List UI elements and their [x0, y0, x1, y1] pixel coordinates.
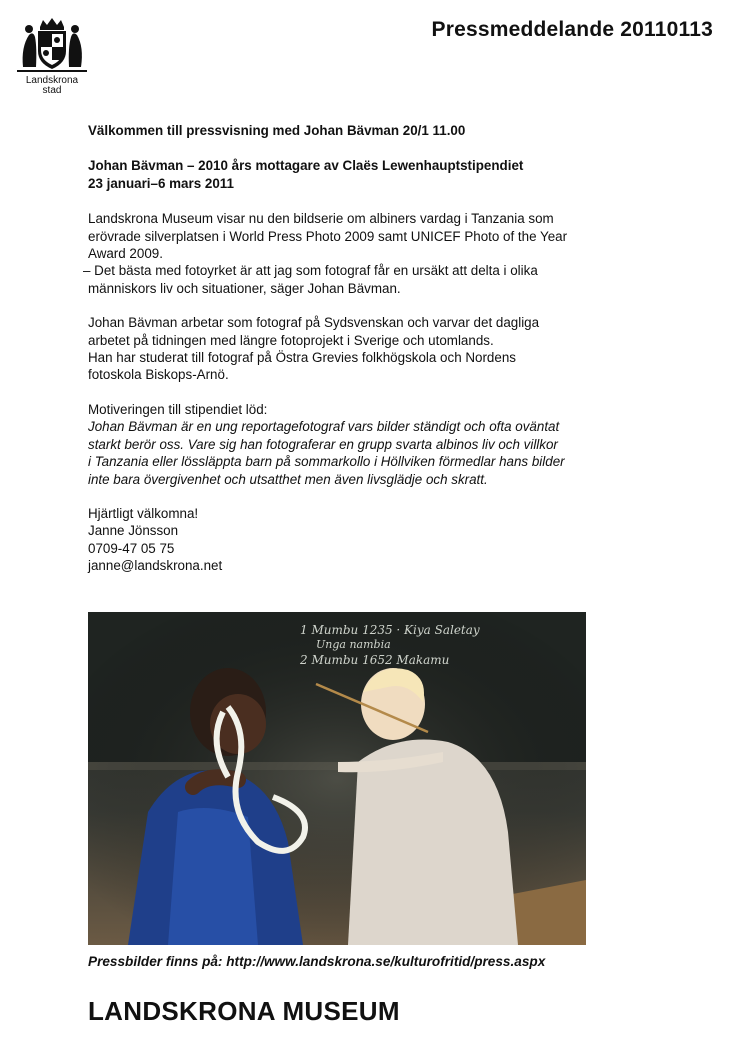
- quote-line: – Det bästa med fotoyrket är att jag som fotograf får en ursäkt att delta i olika: [83, 263, 538, 279]
- chalk-text: 1 Mumbu 1235 · Kiya Saletay: [300, 623, 480, 637]
- chalk-text: Unga nambia: [316, 638, 391, 651]
- quote-line: människors liv och situationer, säger Johan Bävman.: [88, 280, 401, 296]
- bio-line: arbetet på tidningen med längre fotoprojekt i Sverige och utomlands.: [88, 332, 494, 348]
- scholarship-heading: Johan Bävman – 2010 års mottagare av Claës Lewenhauptstipendiet: [88, 158, 524, 174]
- motivation-line: inte bara övergivenhet och utsatthet men även livsglädje och skratt.: [88, 471, 488, 487]
- press-images-caption[interactable]: Pressbilder finns på: http://www.landskrona.se/kulturofritid/press.aspx: [88, 954, 546, 969]
- invitation-heading: Välkommen till pressvisning med Johan Bävman 20/1 11.00: [88, 123, 466, 138]
- bio-line: Han har studerat till fotograf på Östra Grevies folkhögskola och Nordens: [88, 350, 516, 366]
- motivation-label: Motiveringen till stipendiet löd:: [88, 401, 268, 417]
- contact-email[interactable]: janne@landskrona.net: [88, 558, 223, 574]
- motivation-line: i Tanzania eller lössläppta barn på sommarkollo i Höllviken förmedlar hans bilder: [88, 454, 565, 470]
- motivation-line: starkt berör oss. Vare sig han fotograferar en grupp svarta albinos liv och villkor: [88, 436, 558, 452]
- press-release-title: Pressmeddelande 20110113: [431, 18, 713, 41]
- logo-line1: Landskrona: [25, 75, 79, 86]
- exhibition-dates: 23 januari–6 mars 2011: [88, 175, 234, 191]
- motivation-line: Johan Bävman är en ung reportagefotograf vars bilder ständigt och ofta oväntat: [88, 419, 560, 435]
- coat-of-arms-icon: [13, 17, 91, 75]
- contact-name: Janne Jönsson: [88, 523, 179, 539]
- bio-line: fotoskola Biskops-Arnö.: [88, 367, 229, 383]
- bio-line: Johan Bävman arbetar som fotograf på Sydsvenskan och varvar det dagliga: [88, 315, 540, 331]
- intro-line: Award 2009.: [88, 246, 163, 262]
- intro-line: Landskrona Museum visar nu den bildserie om albiners vardag i Tanzania som: [88, 211, 554, 227]
- greeting: Hjärtligt välkomna!: [88, 505, 199, 521]
- intro-line: erövrade silverplatsen i World Press Photo 2009 samt UNICEF Photo of the Year: [88, 228, 568, 244]
- city-logo: [13, 17, 91, 97]
- press-photo: [88, 612, 586, 945]
- museum-name: LANDSKRONA MUSEUM: [88, 996, 400, 1026]
- photo-illustration: [88, 612, 586, 945]
- chalk-text: 2 Mumbu 1652 Makamu: [300, 653, 450, 667]
- contact-phone: 0709-47 05 75: [88, 540, 175, 556]
- press-release-body: [83, 122, 648, 575]
- logo-line2: stad: [42, 85, 62, 96]
